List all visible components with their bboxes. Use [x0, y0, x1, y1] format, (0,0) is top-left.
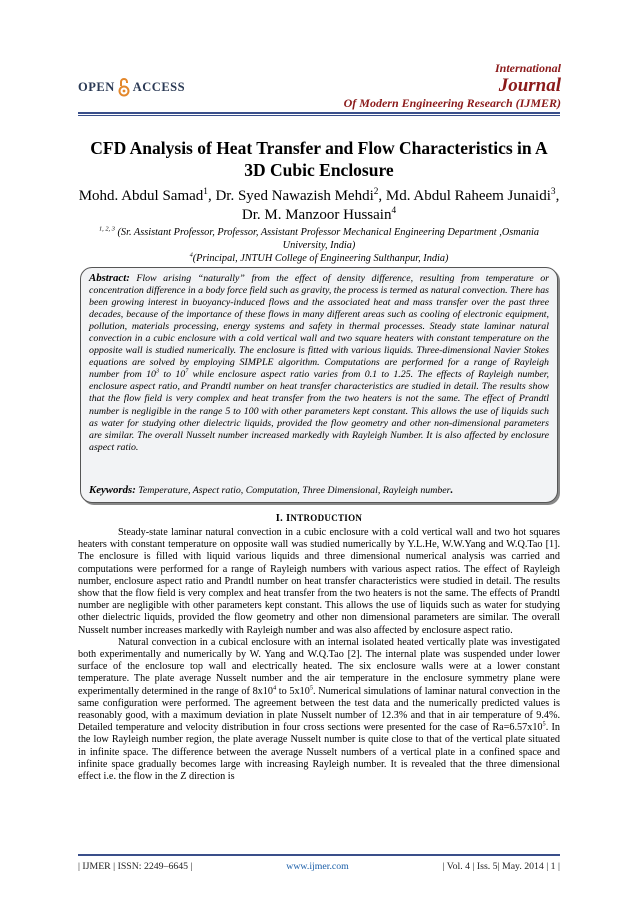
open-access-logo: [78, 76, 185, 98]
keywords-end: .: [450, 484, 454, 496]
paper-title: CFD Analysis of Heat Transfer and Flow Characteristics in A 3D Cubic Enclosure: [90, 138, 548, 180]
body-p2-a: Natural convection in a cubical enclosure with an internal isolated heated vertically plate was investigated both experimentally and numerically by W. Yang and W.Q.Tao [2]. The internal plate was suspended under lower surface of the enclosure top wall and electrically heated. The six enclosure walls were at a lower constant temperature. The plate average Nusselt number and the air temperature in the enclosure symmetry plane were experimentally determined in the range of 8x10: [78, 636, 560, 697]
section-numeral: I.: [275, 513, 284, 524]
open-access-left: OPEN: [78, 79, 115, 94]
journal-line-name: Of Modern Engineering Research (IJMER): [343, 96, 561, 110]
body-p2-sup-1: 4: [272, 684, 277, 692]
author-4-sup: 4: [391, 206, 397, 216]
body-paragraph-2: [78, 637, 560, 783]
author-4: Dr. M. Manzoor Hussain: [241, 207, 392, 223]
page-footer: [78, 859, 560, 873]
open-access-right: ACCESS: [132, 79, 186, 94]
keywords-label: Keywords:: [89, 484, 136, 496]
journal-masthead: [344, 61, 561, 110]
author-1: Mohd. Abdul Samad: [78, 188, 204, 204]
affiliation-1-sup: 1, 2, 3: [98, 225, 115, 233]
author-3-tail: ,: [555, 188, 560, 204]
body-paragraph-1: Steady-state laminar natural convection in a cubic enclosure with a cold vertical wall and two hot squares heaters with constant temperature on opposite wall was studied numerically by Y.L.He, W.W.Yang and W.Q.Tao [1]. The enclosure is filled with liquid various liquids and three dimensional numerical analysis was carried and computations were performed for a range of Rayleigh numbers with various aspect ratios. The effect of Rayleigh number, enclosure aspect ratio and Prandtl number on heat transfer characteristics were studied in detail. The results show that the flow field is very complex and heat transfer from the two heaters is not the same. The effects of Prandtl number are negligible with other parameters kept constant. This allows the use of liquids such as water for studying other dielectric liquids, provided the flow geometry and other non dimensional parameters are similar. The overall Nusselt number increases markedly with Rayleigh number and was also affected by enclosure aspect ratio.: [78, 527, 560, 636]
author-list: [78, 187, 560, 225]
body-p2-b: to 5x10: [276, 685, 310, 697]
header-rule: [78, 112, 560, 114]
journal-line-international: International: [494, 61, 561, 75]
journal-line-journal: Journal: [498, 75, 561, 96]
header-rule-thin: [78, 115, 560, 116]
footer-website-link[interactable]: www.ijmer.com: [286, 860, 349, 872]
section-heading: [78, 513, 560, 524]
abstract-label: Abstract:: [89, 272, 130, 284]
affiliation-1: (Sr. Assistant Professor, Professor, Assistant Professor Mechanical Engineering Department ,Osmania University, India): [114, 227, 539, 251]
body-p2-d: . In the low Rayleigh number region, the plate average Nusselt number is quite close to that of the vertical plate situated in infinite space. The difference between the average Nusselt numbers of a vertical plate in a confined space and infinite space gradually becomes large with increasing Rayleigh number. It is revealed that the three dimensional effect i.e. the flow in the Z direction is: [78, 722, 560, 783]
author-2: , Dr. Syed Nawazish Mehdi: [207, 188, 374, 204]
abstract-part-1: Flow arising “naturally” from the effect of density difference, resulting from temperature or concentration difference in a body force field such as gravity, the process is termed as natural convection. There has been growing interest in buoyancy-induced flows and the associated heat and mass transfer over the past three decades, because of the importance of these flows in many different areas such as cooling of electronic equipment, pollution, materials processing, energy systems and safety in thermal processes. Steady state laminar natural convection in a cubic enclosure with a cold vertical wall and two square heaters with constant temperature on the opposite wall is studied numerically. The enclosure is fitted with various liquids. Three-dimensional Navier Stokes equations are solved by employing SIMPLE algorithm. Computations are performed for a range of Rayleigh number from 10: [89, 273, 549, 381]
abstract-part-2: to 10: [159, 369, 186, 381]
footer-volume: | Vol. 4 | Iss. 5| May. 2014 | 1 |: [442, 860, 560, 872]
abstract-text: [89, 272, 549, 454]
author-3: , Md. Abdul Raheem Junaidi: [378, 188, 551, 204]
body-p2-c: . Numerical simulations of laminar natural convection in the same configuration were performed. The agreement between the test data and the numerically predicted values is reasonably good, with a maximum deviation in plate Nusselt number of 12.3% and that in air temperature of 9.4%. Detailed temperature and velocity distribution in four cross sections were presented for the case of Ra=6.57x10: [78, 685, 560, 734]
abstract-box: [80, 267, 558, 503]
footer-rule: [78, 854, 560, 856]
body-p2-sup-2: 5: [309, 684, 313, 692]
footer-issn: | IJMER | ISSN: 2249–6645 |: [78, 860, 193, 872]
author-3-sup: 3: [550, 187, 556, 197]
author-2-sup: 2: [373, 187, 379, 197]
section-title-rest: NTRODUCTION: [290, 513, 363, 523]
abstract-sup-1: 3: [155, 369, 160, 376]
section-title-first: I: [286, 513, 291, 524]
affiliation-2: (Principal, JNTUH College of Engineering Sulthanpur, India): [192, 253, 449, 264]
affiliation-2-sup: 4: [189, 251, 193, 259]
body-text: [78, 527, 560, 783]
body-p2-sup-3: 5: [542, 720, 546, 728]
affiliations: [78, 226, 560, 265]
keywords: [89, 484, 549, 497]
author-1-sup: 1: [203, 187, 208, 197]
abstract-sup-2: 7: [185, 369, 189, 376]
abstract-part-3: while enclosure aspect ratio varies from 0.1 to 1.25. The effects of Rayleigh number, enclosure aspect ratio, and Prandtl number on heat transfer characteristics are studied in detail. The results show that the flow field is very complex and heat transfer from the two heaters is not the same. The effect of Prandtl number is negligible in the range 5 to 100 with other parameters kept constant. This allows the use of liquids such as water for studying other dielectric liquids, provided the flow geometry and other non-dimensional parameters are similar. The overall Nusselt number increased markedly with Rayleigh Number. It is also affected by enclosure aspect ratio.: [89, 369, 549, 453]
open-lock-icon: [118, 77, 130, 97]
keywords-text: Temperature, Aspect ratio, Computation, Three Dimensional, Rayleigh number: [135, 485, 451, 496]
